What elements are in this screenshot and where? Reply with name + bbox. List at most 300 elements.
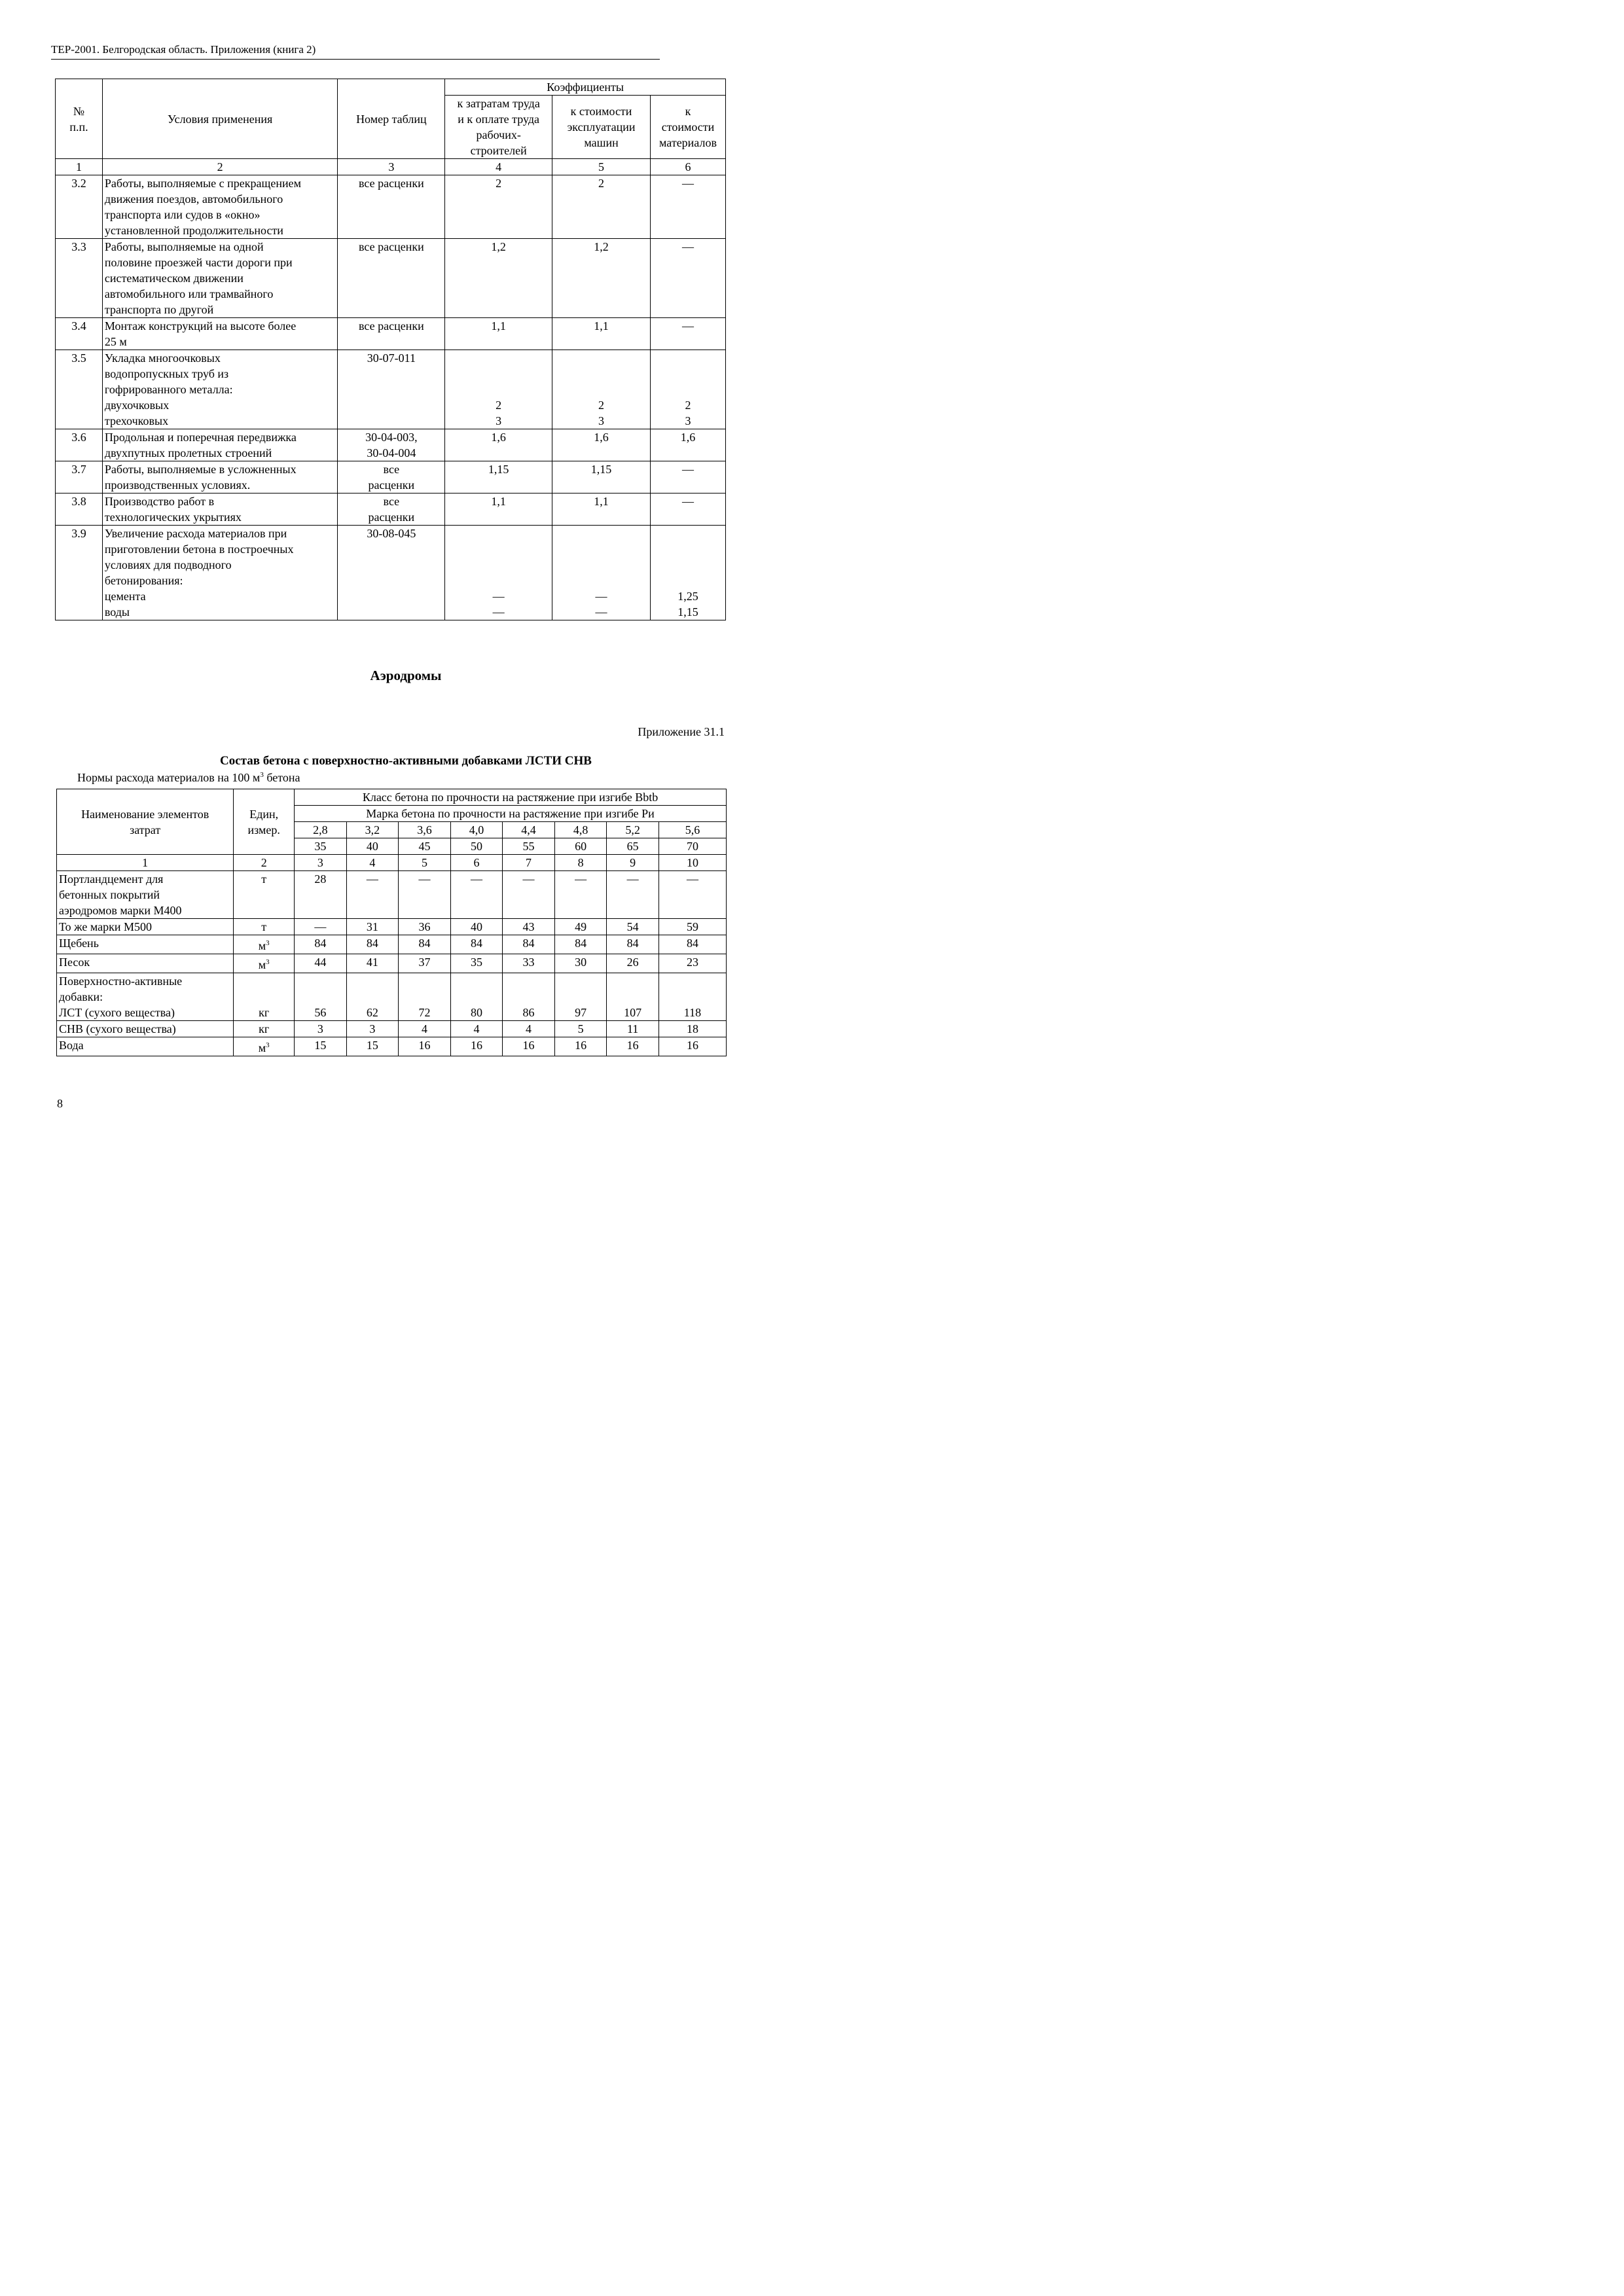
row-coefficient — [650, 526, 725, 620]
value-cell: 16 — [607, 1037, 659, 1056]
row-coefficient — [445, 175, 552, 239]
cell-line: Един, — [249, 807, 279, 821]
row-conditions — [102, 493, 338, 526]
cell-line: Портландцемент для — [59, 872, 164, 886]
cost-element-name — [57, 919, 234, 935]
cell-line — [554, 526, 648, 541]
value-cell: 16 — [503, 1037, 555, 1056]
row-table-number — [338, 175, 445, 239]
value-cell: 16 — [554, 1037, 607, 1056]
cell-line — [447, 526, 550, 541]
cell-line — [554, 557, 648, 573]
mark-value: 50 — [450, 838, 503, 855]
cell-line: движения поездов, автомобильного — [104, 192, 283, 206]
cell-line: — — [595, 605, 607, 619]
table-row — [56, 526, 726, 620]
cell-line: То же марки М500 — [59, 920, 152, 933]
row-coefficient — [650, 239, 725, 318]
cell-line: половине проезжей части дороги при — [104, 256, 293, 269]
value-cell: 16 — [659, 1037, 726, 1056]
row-coefficient — [445, 239, 552, 318]
value-cell: 97 — [554, 973, 607, 1021]
table2-norms-caption: Нормы расхода материалов на 100 $м^3$ бетона — [77, 771, 300, 784]
row-number: 3.5 — [56, 350, 103, 429]
cell-line: 1,15 — [590, 463, 612, 476]
cell-line — [447, 541, 550, 557]
unit-cell — [234, 919, 295, 935]
header-cost-element — [57, 789, 234, 855]
row-coefficient — [650, 175, 725, 239]
unit-exponent: 3 — [266, 1041, 270, 1049]
value-cell: 37 — [399, 954, 451, 973]
row-coefficient — [445, 429, 552, 461]
row-number: 3.4 — [56, 318, 103, 350]
column-number: 5 — [552, 159, 651, 175]
cell-line: трехочковых — [104, 414, 169, 427]
cell-line: — — [681, 240, 694, 253]
cost-element-name — [57, 871, 234, 919]
cell-line: — — [681, 495, 694, 508]
row-table-number — [338, 493, 445, 526]
cell-line: двухочковых — [104, 399, 170, 412]
row-coefficient — [650, 461, 725, 493]
value-cell: — — [659, 871, 726, 919]
cell-line — [447, 382, 550, 397]
cell-line: № — [73, 104, 85, 118]
cell-line: к — [685, 105, 691, 118]
value-cell: — — [607, 871, 659, 919]
value-cell: 44 — [295, 954, 347, 973]
cell-line: материалов — [659, 136, 717, 149]
cell-line: транспорта или судов в «окно» — [104, 208, 261, 221]
row-coefficient — [650, 350, 725, 429]
cell-line — [653, 526, 723, 541]
coefficients-table — [55, 79, 726, 620]
value-cell: 4 — [399, 1021, 451, 1037]
row-number: 3.9 — [56, 526, 103, 620]
unit-text: м — [258, 958, 266, 971]
unit-exponent: 3 — [266, 958, 270, 966]
value-cell: 84 — [295, 935, 347, 954]
table2-title: Состав бетона с поверхностно-активными добавками ЛСТИ СНВ — [220, 754, 592, 768]
table-row — [57, 1021, 727, 1037]
cell-line: стоимости — [661, 120, 715, 134]
table-row — [57, 973, 727, 1021]
cell-line: технологических укрытиях — [104, 511, 242, 524]
value-cell: 33 — [503, 954, 555, 973]
cell-line: 1,1 — [491, 319, 506, 332]
unit-text: м — [258, 939, 266, 952]
cell-line: измер. — [247, 823, 280, 836]
cell-line: 2 — [598, 177, 605, 190]
table-row — [57, 1037, 727, 1056]
row-coefficient — [445, 350, 552, 429]
row-table-number — [338, 239, 445, 318]
header-unit — [234, 789, 295, 855]
cell-line: и к оплате труда — [458, 113, 540, 126]
header-mark-row: Марка бетона по прочности на растяжение при изгибе Ри — [295, 806, 727, 822]
column-numbers-row — [56, 159, 726, 175]
value-cell: 36 — [399, 919, 451, 935]
cell-line: систематическом движении — [104, 272, 244, 285]
cell-line: Вода — [59, 1039, 84, 1052]
column-number: 8 — [554, 855, 607, 871]
value-cell: 31 — [346, 919, 399, 935]
cell-line: — — [492, 605, 505, 619]
row-conditions — [102, 526, 338, 620]
value-cell: — — [346, 871, 399, 919]
unit-text: т — [261, 872, 267, 886]
value-cell: 30 — [554, 954, 607, 973]
row-conditions — [102, 239, 338, 318]
row-coefficient — [445, 493, 552, 526]
unit-cell — [234, 935, 295, 954]
table-row — [56, 318, 726, 350]
cell-line: 3 — [598, 414, 605, 427]
value-cell: 62 — [346, 973, 399, 1021]
cell-line: все расценки — [359, 177, 424, 190]
value-cell: 84 — [346, 935, 399, 954]
value-cell: 84 — [659, 935, 726, 954]
unit-text: кг — [259, 1022, 270, 1035]
class-value: 4,0 — [450, 822, 503, 838]
unit-text: м — [258, 1041, 266, 1054]
row-coefficient — [445, 461, 552, 493]
header-number — [56, 79, 103, 159]
coefficients-table-body — [56, 175, 726, 620]
cell-line: 1,6 — [680, 431, 696, 444]
row-coefficient — [552, 175, 651, 239]
column-number: 1 — [57, 855, 234, 871]
cell-line — [554, 382, 648, 397]
cell-line: бетонных покрытий — [59, 888, 160, 901]
row-number: 3.8 — [56, 493, 103, 526]
cell-line: рабочих- — [476, 128, 521, 141]
unit-cell — [234, 871, 295, 919]
cell-line: 2 — [496, 177, 502, 190]
mark-value: 60 — [554, 838, 607, 855]
value-cell: 16 — [450, 1037, 503, 1056]
cell-line: Работы, выполняемые с прекращением — [104, 177, 301, 190]
cell-line — [554, 366, 648, 382]
row-coefficient — [552, 239, 651, 318]
column-number: 6 — [650, 159, 725, 175]
row-table-number — [338, 429, 445, 461]
value-cell: 86 — [503, 973, 555, 1021]
cell-line: 1,1 — [594, 495, 609, 508]
row-conditions — [102, 461, 338, 493]
cell-line — [447, 573, 550, 588]
column-number: 2 — [102, 159, 338, 175]
cell-line: гофрированного металла: — [104, 383, 233, 396]
cell-line: бетонирования: — [104, 574, 183, 587]
value-cell: 59 — [659, 919, 726, 935]
mark-value: 45 — [399, 838, 451, 855]
row-conditions — [102, 350, 338, 429]
cell-line: двухпутных пролетных строений — [104, 446, 272, 459]
table-row — [57, 919, 727, 935]
cell-line: Продольная и поперечная передвижка — [104, 431, 297, 444]
cell-line — [554, 573, 648, 588]
cell-line: — — [681, 463, 694, 476]
cell-line — [554, 541, 648, 557]
cell-line: расценки — [368, 478, 415, 492]
value-cell: — — [450, 871, 503, 919]
cell-line: Наименование элементов — [81, 807, 209, 821]
column-numbers-row — [57, 855, 727, 871]
value-cell: 26 — [607, 954, 659, 973]
header-conditions: Условия применения — [102, 79, 338, 159]
cell-line: Щебень — [59, 937, 99, 950]
cell-line: — — [492, 590, 505, 603]
mark-value: 55 — [503, 838, 555, 855]
cell-line: к затратам труда — [457, 97, 540, 110]
class-value: 4,4 — [503, 822, 555, 838]
column-number: 7 — [503, 855, 555, 871]
value-cell: — — [503, 871, 555, 919]
column-number: 10 — [659, 855, 726, 871]
row-coefficient — [552, 461, 651, 493]
section-title: Аэродромы — [370, 668, 442, 683]
concrete-table-body — [57, 871, 727, 1056]
value-cell: 3 — [346, 1021, 399, 1037]
cell-line: п.п. — [69, 120, 88, 134]
cell-line: водопропускных труб из — [104, 367, 229, 380]
header-coef-machines — [552, 96, 651, 159]
cell-line: аэродромов марки М400 — [59, 904, 182, 917]
value-cell: 4 — [450, 1021, 503, 1037]
cell-line: 1,1 — [491, 495, 506, 508]
value-cell: 56 — [295, 973, 347, 1021]
cell-line: 1,25 — [677, 590, 698, 603]
cost-element-name — [57, 1037, 234, 1056]
table-row — [56, 239, 726, 318]
cell-line: Работы, выполняемые на одной — [104, 240, 264, 253]
cell-line — [447, 350, 550, 366]
cell-line: установленной продолжительности — [104, 224, 283, 237]
cell-line: 30-07-011 — [367, 351, 416, 365]
header-coef-labor — [445, 96, 552, 159]
value-cell: 3 — [295, 1021, 347, 1037]
cell-line: все расценки — [359, 319, 424, 332]
cell-line: 2 — [598, 399, 605, 412]
unit-cell — [234, 954, 295, 973]
row-number: 3.3 — [56, 239, 103, 318]
cell-line — [447, 557, 550, 573]
cell-line: воды — [104, 605, 130, 619]
cell-line: все расценки — [359, 240, 424, 253]
row-number: 3.7 — [56, 461, 103, 493]
cell-line: — — [681, 177, 694, 190]
row-coefficient — [650, 493, 725, 526]
row-coefficient — [552, 350, 651, 429]
value-cell: 84 — [503, 935, 555, 954]
cell-line: 3 — [496, 414, 502, 427]
cell-line: 1,2 — [491, 240, 506, 253]
value-cell: — — [399, 871, 451, 919]
value-cell: 72 — [399, 973, 451, 1021]
value-cell: 18 — [659, 1021, 726, 1037]
mark-value: 70 — [659, 838, 726, 855]
row-coefficient — [445, 318, 552, 350]
value-cell: 84 — [607, 935, 659, 954]
cell-line — [653, 541, 723, 557]
cell-line: ЛСТ (сухого вещества) — [59, 1006, 175, 1019]
cell-line: 1,15 — [488, 463, 509, 476]
cell-line: расценки — [368, 511, 415, 524]
value-cell: 84 — [554, 935, 607, 954]
table-row — [56, 429, 726, 461]
row-number: 3.2 — [56, 175, 103, 239]
value-cell: 5 — [554, 1021, 607, 1037]
value-cell: 41 — [346, 954, 399, 973]
column-number: 1 — [56, 159, 103, 175]
cell-line: 1,15 — [677, 605, 698, 619]
cell-line: все — [383, 495, 400, 508]
column-number: 6 — [450, 855, 503, 871]
cell-line: приготовлении бетона в построечных — [104, 543, 294, 556]
value-cell: 80 — [450, 973, 503, 1021]
class-value: 5,6 — [659, 822, 726, 838]
row-table-number — [338, 318, 445, 350]
row-conditions — [102, 318, 338, 350]
cell-line: Монтаж конструкций на высоте более — [104, 319, 297, 332]
row-number: 3.6 — [56, 429, 103, 461]
cell-line — [653, 382, 723, 397]
table-row — [57, 954, 727, 973]
cell-line — [653, 350, 723, 366]
header-class-row: Класс бетона по прочности на растяжение при изгибе Bbtb — [295, 789, 727, 806]
column-number: 3 — [295, 855, 347, 871]
cell-line: Увеличение расхода материалов при — [104, 527, 287, 540]
cell-line: 1,6 — [491, 431, 506, 444]
cost-element-name — [57, 935, 234, 954]
cell-line: 2 — [496, 399, 502, 412]
table-row — [56, 461, 726, 493]
cell-line: — — [595, 590, 607, 603]
cell-line: строителей — [470, 144, 527, 157]
page-number: 8 — [57, 1097, 63, 1110]
value-cell: — — [554, 871, 607, 919]
row-coefficient — [650, 429, 725, 461]
value-cell: — — [295, 919, 347, 935]
header-coefficients: Коэффициенты — [445, 79, 726, 96]
value-cell: 15 — [295, 1037, 347, 1056]
cell-line: 1,1 — [594, 319, 609, 332]
value-cell: 84 — [450, 935, 503, 954]
cell-line: — — [681, 319, 694, 332]
cell-line: СНВ (сухого вещества) — [59, 1022, 176, 1035]
unit-cell — [234, 973, 295, 1021]
cell-line: 25 м — [104, 335, 127, 348]
header-coef-materials — [650, 96, 725, 159]
row-coefficient — [552, 493, 651, 526]
table-row — [56, 350, 726, 429]
row-coefficient — [552, 429, 651, 461]
table-row — [57, 871, 727, 919]
cell-line: автомобильного или трамвайного — [104, 287, 274, 300]
row-table-number — [338, 526, 445, 620]
cell-line — [447, 366, 550, 382]
class-value: 3,6 — [399, 822, 451, 838]
cell-line: затрат — [130, 823, 161, 836]
column-number: 9 — [607, 855, 659, 871]
cell-line: цемента — [104, 590, 146, 603]
cell-line: Поверхностно-активные — [59, 975, 183, 988]
value-cell: 23 — [659, 954, 726, 973]
column-number: 3 — [338, 159, 445, 175]
appendix-label: Приложение 31.1 — [638, 725, 725, 738]
unit-text: т — [261, 920, 267, 933]
row-coefficient — [445, 526, 552, 620]
cell-line: добавки: — [59, 990, 103, 1003]
class-value: 2,8 — [295, 822, 347, 838]
value-cell: 84 — [399, 935, 451, 954]
page-header: ТЕР-2001. Белгородская область. Приложения (книга 2) — [51, 43, 660, 60]
row-table-number — [338, 350, 445, 429]
cost-element-name — [57, 954, 234, 973]
value-cell: 4 — [503, 1021, 555, 1037]
row-coefficient — [552, 526, 651, 620]
value-cell: 16 — [399, 1037, 451, 1056]
value-cell: 35 — [450, 954, 503, 973]
cell-line: Работы, выполняемые в усложненных — [104, 463, 297, 476]
class-value: 5,2 — [607, 822, 659, 838]
column-number: 5 — [399, 855, 451, 871]
cell-line: все — [383, 463, 400, 476]
cell-line — [554, 350, 648, 366]
row-coefficient — [650, 318, 725, 350]
value-cell: 43 — [503, 919, 555, 935]
mark-value: 40 — [346, 838, 399, 855]
cell-line: Производство работ в — [104, 495, 215, 508]
mark-value: 65 — [607, 838, 659, 855]
value-cell: 15 — [346, 1037, 399, 1056]
cell-line — [653, 557, 723, 573]
cell-line: 3 — [685, 414, 691, 427]
cell-line: Песок — [59, 956, 90, 969]
cost-element-name — [57, 1021, 234, 1037]
cell-line: 2 — [685, 399, 691, 412]
header-table-number: Номер таблиц — [338, 79, 445, 159]
unit-cell — [234, 1037, 295, 1056]
cell-line — [653, 573, 723, 588]
value-cell: 11 — [607, 1021, 659, 1037]
cell-line: машин — [584, 136, 619, 149]
unit-cell — [234, 1021, 295, 1037]
column-number: 4 — [346, 855, 399, 871]
unit-exponent: 3 — [266, 939, 270, 947]
value-cell: 107 — [607, 973, 659, 1021]
cell-line: 1,6 — [594, 431, 609, 444]
cell-line: производственных условиях. — [104, 478, 251, 492]
table-row — [56, 493, 726, 526]
cell-line — [653, 366, 723, 382]
class-value: 4,8 — [554, 822, 607, 838]
cell-line: условиях для подводного — [104, 558, 232, 571]
cell-line: Укладка многоочковых — [104, 351, 221, 365]
cell-line: транспорта по другой — [104, 303, 214, 316]
row-conditions — [102, 175, 338, 239]
column-number: 2 — [234, 855, 295, 871]
value-cell: 118 — [659, 973, 726, 1021]
concrete-composition-table — [56, 789, 727, 1056]
value-cell: 28 — [295, 871, 347, 919]
cell-line: 30-04-004 — [367, 446, 416, 459]
value-cell: 54 — [607, 919, 659, 935]
unit-text: кг — [259, 1006, 270, 1019]
cost-element-name — [57, 973, 234, 1021]
